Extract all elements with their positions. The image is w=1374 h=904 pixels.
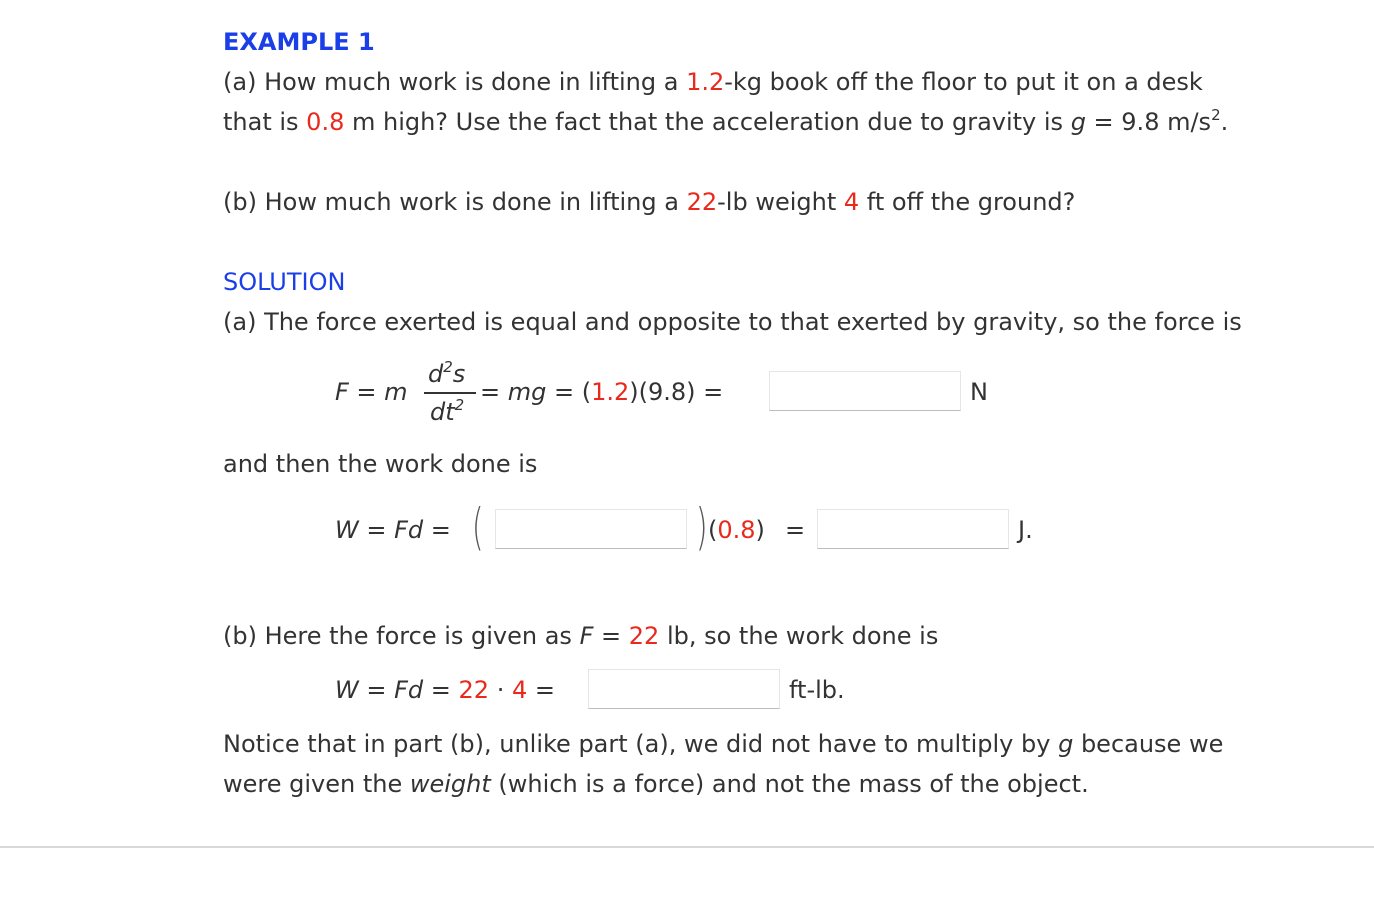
text: )(9.8) =	[629, 378, 724, 406]
ftlb-answer-input[interactable]	[588, 669, 780, 709]
text: (b) How much work is done in lifting a	[223, 188, 687, 216]
text: W = Fd =	[335, 676, 459, 704]
text: -lb weight	[717, 188, 844, 216]
text: (b) Here the force is given as	[223, 622, 580, 650]
text: m high? Use the fact that the acceleration due to gravity is	[344, 108, 1071, 136]
fraction-bar	[424, 392, 476, 394]
text: ft off the ground?	[859, 188, 1076, 216]
weight-value: 22	[458, 676, 490, 704]
height-value: 0.8	[717, 516, 756, 544]
force-answer-input[interactable]	[769, 371, 961, 411]
problem-a-line2	[223, 108, 1228, 136]
solution-intro-a: (a) The force exerted is equal and opposite to that exerted by gravity, so the force is	[223, 308, 1242, 336]
eq2-equals: =	[785, 516, 806, 544]
height-value: 0.8	[306, 108, 345, 136]
text: d	[428, 360, 444, 388]
text: because we	[1073, 730, 1224, 758]
text: )	[755, 516, 765, 544]
text: .	[1220, 108, 1229, 136]
text: Notice that in part (b), unlike part (a), we did not have to multiply by	[223, 730, 1059, 758]
g-variable: g	[1070, 108, 1086, 136]
notice-line2	[223, 770, 1089, 798]
text: were given the	[223, 770, 410, 798]
text: =	[593, 622, 629, 650]
ftlb-unit: ft-lb.	[789, 676, 845, 704]
eq1-numerator	[428, 360, 465, 388]
exponent: 2	[443, 358, 453, 376]
force-unit: N	[970, 378, 988, 406]
g-value: = 9.8 m/s	[1085, 108, 1212, 136]
text: -kg book off the floor to put it on a desk	[724, 68, 1203, 96]
text: (which is a force) and not the mass of the object.	[490, 770, 1089, 798]
text: ·	[489, 676, 512, 704]
distance-value: 4	[511, 676, 528, 704]
then-text: and then the work done is	[223, 450, 538, 478]
solution-title: SOLUTION	[223, 268, 346, 296]
text: that is	[223, 108, 307, 136]
distance-value: 4	[843, 188, 860, 216]
text: (	[708, 516, 718, 544]
example-title: EXAMPLE 1	[223, 28, 375, 56]
solution-intro-b	[223, 622, 938, 650]
text: =	[527, 676, 555, 704]
eq1-lhs: F = m	[335, 378, 408, 406]
g-variable: g	[1058, 730, 1074, 758]
eq3	[335, 676, 555, 704]
text: lb, so the work done is	[659, 622, 939, 650]
force-value: 22	[628, 622, 660, 650]
right-paren: )	[695, 498, 708, 556]
force-reentry-input[interactable]	[495, 509, 687, 549]
eq2-height	[708, 516, 765, 544]
g-exponent: 2	[1211, 106, 1221, 124]
eq2-lhs: W = Fd =	[335, 516, 451, 544]
exponent: 2	[454, 396, 465, 414]
text: (	[581, 378, 592, 406]
text: dt	[430, 398, 455, 426]
eq1-denominator	[430, 398, 464, 426]
work-answer-input[interactable]	[817, 509, 1009, 549]
notice-line1	[223, 730, 1223, 758]
weight-value: 22	[686, 188, 718, 216]
text: = mg =	[480, 378, 582, 406]
problem-b	[223, 188, 1075, 216]
weight-word: weight	[409, 770, 491, 798]
force-variable: F	[579, 622, 594, 650]
mass-value: 1.2	[686, 68, 725, 96]
left-paren: (	[471, 498, 484, 556]
divider	[0, 846, 1374, 848]
work-unit: J.	[1018, 516, 1033, 544]
text: (a) How much work is done in lifting a	[223, 68, 687, 96]
eq1-rhs	[480, 378, 723, 406]
text: s	[452, 360, 466, 388]
mass-value: 1.2	[591, 378, 630, 406]
problem-a-line1	[223, 68, 1203, 96]
